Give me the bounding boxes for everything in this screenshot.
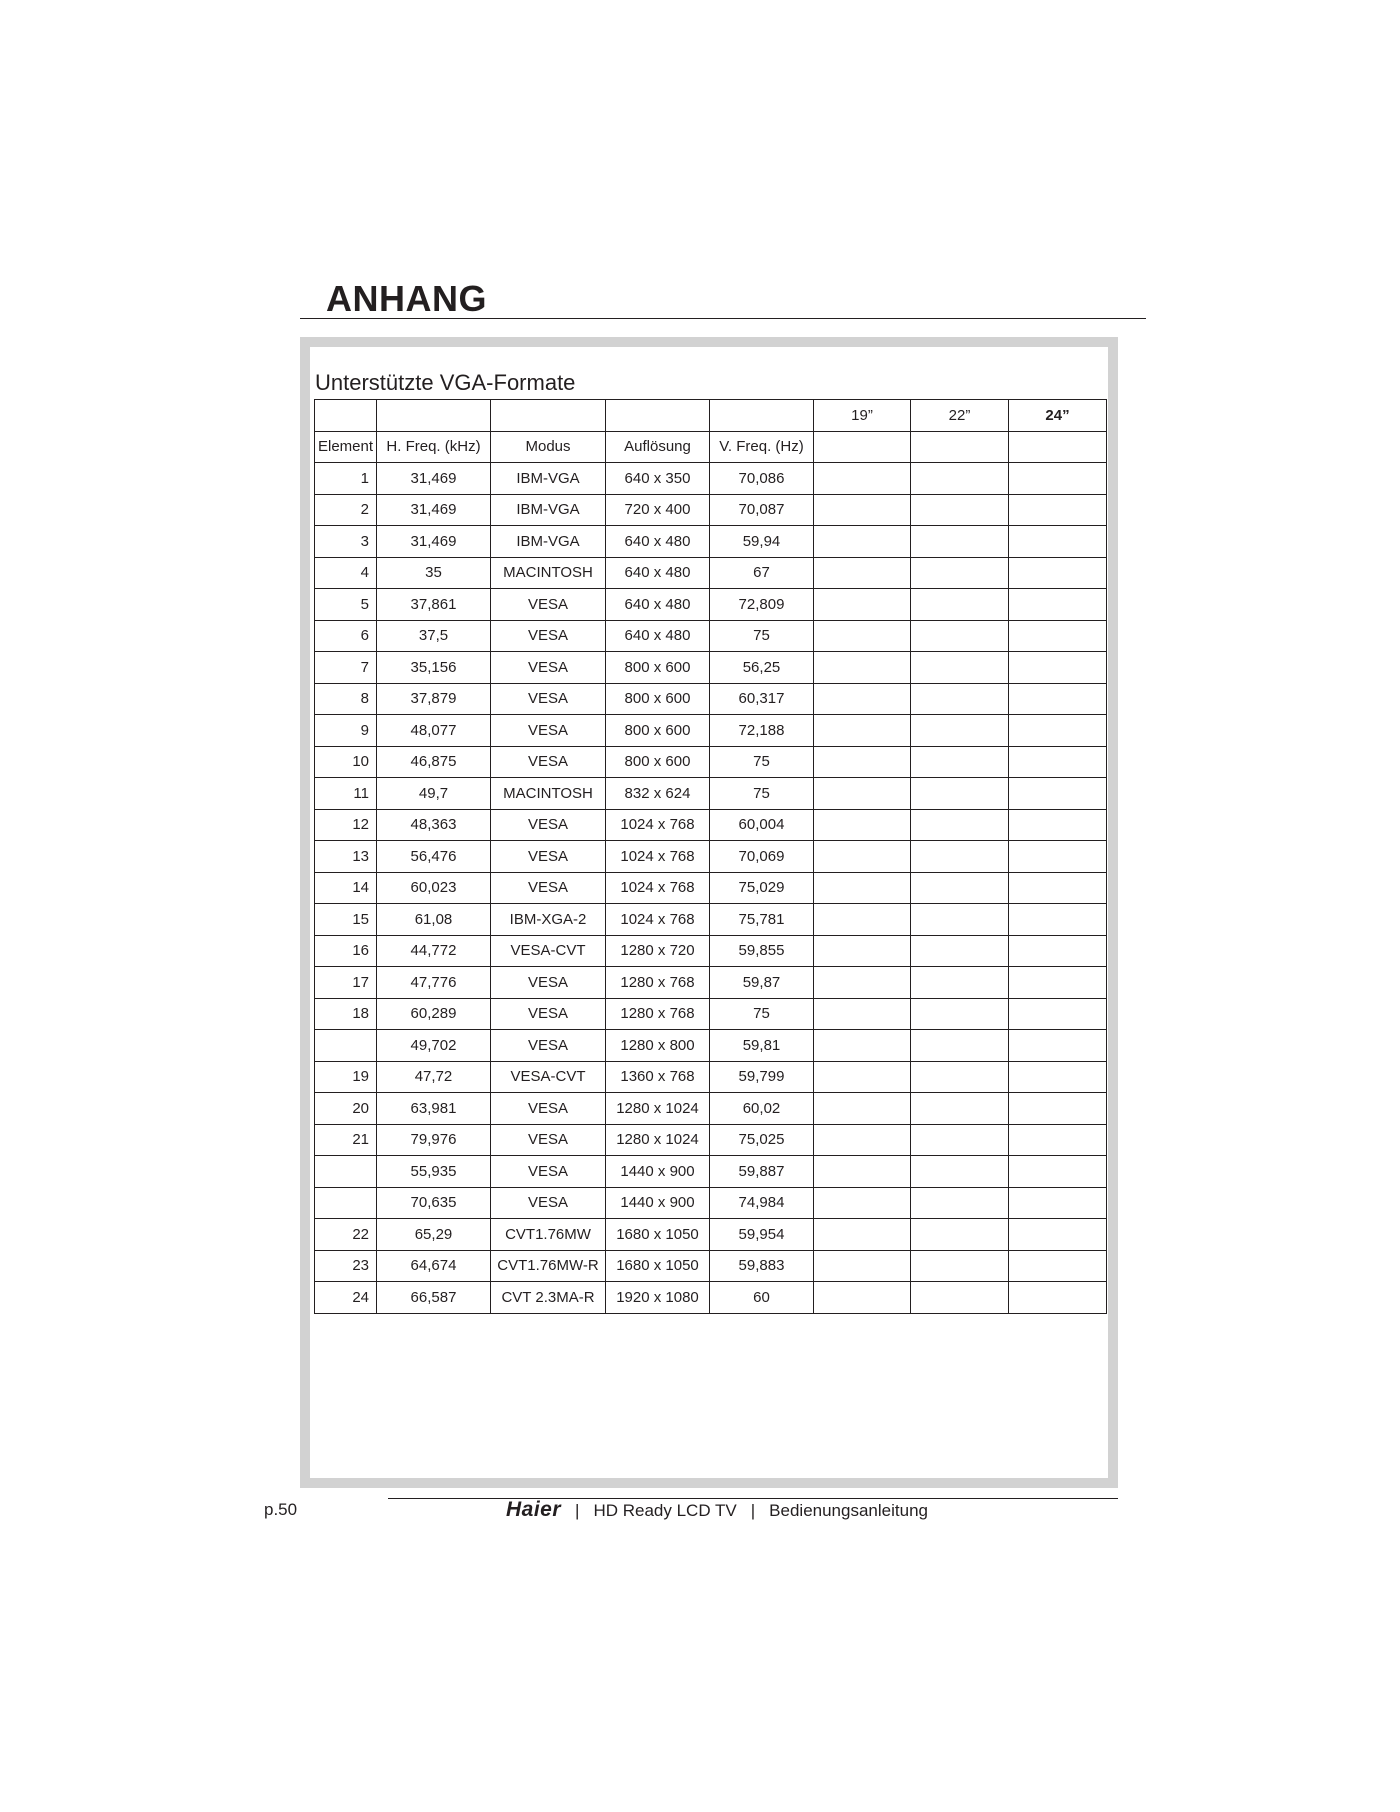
row-mode: VESA [491,620,606,652]
support-cell-22 [911,557,1009,589]
column-header-element: Element [315,431,377,463]
support-cell-22 [911,935,1009,967]
row-element: 23 [315,1250,377,1282]
table-row [315,557,1107,589]
row-vfreq: 56,25 [710,652,814,684]
row-vfreq: 72,809 [710,589,814,621]
row-resolution: 1024 x 768 [606,904,710,936]
table-caption: Unterstützte VGA-Formate [315,370,576,395]
support-cell-22 [911,589,1009,621]
support-cell-24 [1009,1093,1107,1125]
row-mode: CVT1.76MW [491,1219,606,1251]
table-row [315,683,1107,715]
support-cell-19 [814,683,911,715]
brand-logo: Haier [506,1498,562,1521]
row-mode: VESA [491,589,606,621]
row-element: 14 [315,872,377,904]
row-element: 13 [315,841,377,873]
row-vfreq: 70,086 [710,463,814,495]
support-cell-22 [911,1124,1009,1156]
table-body [315,400,1107,1314]
table-row [315,967,1107,999]
row-hfreq: 46,875 [377,746,491,778]
row-resolution: 640 x 480 [606,526,710,558]
row-vfreq: 59,855 [710,935,814,967]
row-element: 2 [315,494,377,526]
row-hfreq: 79,976 [377,1124,491,1156]
row-vfreq: 72,188 [710,715,814,747]
row-hfreq: 63,981 [377,1093,491,1125]
support-cell-19 [814,904,911,936]
row-vfreq: 70,069 [710,841,814,873]
support-cell-24 [1009,1282,1107,1314]
row-element: 9 [315,715,377,747]
row-element: 21 [315,1124,377,1156]
table-row [315,1156,1107,1188]
footer-separator: | [750,1501,756,1520]
table-row [315,620,1107,652]
row-mode: VESA [491,1093,606,1125]
row-mode: VESA [491,683,606,715]
support-cell-24 [1009,746,1107,778]
row-hfreq: 55,935 [377,1156,491,1188]
empty-header-cell [315,400,377,432]
row-resolution: 1280 x 720 [606,935,710,967]
row-vfreq: 70,087 [710,494,814,526]
support-cell-19 [814,1250,911,1282]
row-resolution: 640 x 480 [606,620,710,652]
support-cell-22 [911,1093,1009,1125]
support-cell-19 [814,1282,911,1314]
footer-doc-type: Bedienungsanleitung [769,1501,928,1520]
row-resolution: 640 x 350 [606,463,710,495]
support-cell-22 [911,494,1009,526]
support-cell-24 [1009,967,1107,999]
table-row [315,1093,1107,1125]
column-header-vfreq: V. Freq. (Hz) [710,431,814,463]
size-header-row [315,400,1107,432]
row-hfreq: 31,469 [377,526,491,558]
support-cell-19 [814,463,911,495]
support-cell-22 [911,715,1009,747]
support-cell-19 [814,526,911,558]
row-mode: IBM-VGA [491,494,606,526]
table-row [315,809,1107,841]
support-cell-19 [814,998,911,1030]
row-mode: VESA [491,872,606,904]
row-vfreq: 75 [710,998,814,1030]
row-mode: VESA-CVT [491,1061,606,1093]
row-mode: VESA [491,809,606,841]
row-vfreq: 59,954 [710,1219,814,1251]
row-element: 20 [315,1093,377,1125]
support-cell-22 [911,1061,1009,1093]
row-vfreq: 75 [710,778,814,810]
row-hfreq: 48,077 [377,715,491,747]
support-cell-22 [911,746,1009,778]
row-resolution: 800 x 600 [606,652,710,684]
support-cell-22 [911,683,1009,715]
table-row [315,589,1107,621]
row-resolution: 1280 x 1024 [606,1093,710,1125]
row-hfreq: 47,776 [377,967,491,999]
row-resolution: 1680 x 1050 [606,1250,710,1282]
table-row [315,841,1107,873]
row-vfreq: 59,81 [710,1030,814,1062]
support-cell-22 [911,967,1009,999]
row-vfreq: 75,029 [710,872,814,904]
vga-formats-table [314,399,1107,1314]
row-hfreq: 47,72 [377,1061,491,1093]
table-row [315,1219,1107,1251]
support-cell-22 [911,809,1009,841]
row-vfreq: 75,781 [710,904,814,936]
support-cell-24 [1009,557,1107,589]
support-cell-24 [1009,1219,1107,1251]
column-header-resolution: Auflösung [606,431,710,463]
page-number: p.50 [264,1500,298,1519]
support-cell-19 [814,872,911,904]
support-cell-22 [911,1156,1009,1188]
table-row [315,1030,1107,1062]
support-cell-24 [1009,904,1107,936]
row-element: 15 [315,904,377,936]
empty-header-cell [377,400,491,432]
row-hfreq: 44,772 [377,935,491,967]
row-resolution: 1920 x 1080 [606,1282,710,1314]
support-cell-24 [1009,589,1107,621]
row-resolution: 1024 x 768 [606,841,710,873]
support-cell-22 [911,463,1009,495]
support-cell-19 [814,746,911,778]
support-cell-19 [814,841,911,873]
row-resolution: 1440 x 900 [606,1187,710,1219]
row-resolution: 832 x 624 [606,778,710,810]
support-cell-24 [1009,778,1107,810]
page-title: ANHANG [326,278,487,319]
column-header-hfreq: H. Freq. (kHz) [377,431,491,463]
support-cell-22 [911,872,1009,904]
support-cell-22 [911,1219,1009,1251]
row-vfreq: 74,984 [710,1187,814,1219]
row-mode: CVT 2.3MA-R [491,1282,606,1314]
table-row [315,1282,1107,1314]
row-resolution: 1280 x 800 [606,1030,710,1062]
row-mode: VESA [491,998,606,1030]
support-cell-19 [814,935,911,967]
row-element: 12 [315,809,377,841]
row-resolution: 1440 x 900 [606,1156,710,1188]
empty-header-cell [710,400,814,432]
size-header-19: 19” [814,400,911,432]
row-mode: VESA [491,841,606,873]
empty-header-cell [491,400,606,432]
support-cell-24 [1009,715,1107,747]
support-cell-19 [814,1061,911,1093]
support-cell-22 [911,998,1009,1030]
row-hfreq: 70,635 [377,1187,491,1219]
support-cell-19 [814,1187,911,1219]
row-vfreq: 60,02 [710,1093,814,1125]
row-resolution: 640 x 480 [606,589,710,621]
table-row [315,652,1107,684]
row-hfreq: 65,29 [377,1219,491,1251]
support-cell-22 [911,652,1009,684]
column-header-mode: Modus [491,431,606,463]
row-element: 5 [315,589,377,621]
row-hfreq: 56,476 [377,841,491,873]
table-row [315,715,1107,747]
row-mode: VESA [491,1030,606,1062]
support-cell-22 [911,1250,1009,1282]
support-cell-19 [814,1219,911,1251]
row-mode: VESA [491,652,606,684]
support-cell-24 [1009,872,1107,904]
support-cell-24 [1009,809,1107,841]
row-element: 24 [315,1282,377,1314]
table-row [315,746,1107,778]
row-hfreq: 37,5 [377,620,491,652]
support-cell-22 [911,1187,1009,1219]
row-vfreq: 75 [710,620,814,652]
row-resolution: 1680 x 1050 [606,1219,710,1251]
support-cell-24 [1009,494,1107,526]
row-vfreq: 67 [710,557,814,589]
row-element [315,1187,377,1219]
row-resolution: 800 x 600 [606,715,710,747]
footer [506,1498,928,1522]
support-cell-22 [911,904,1009,936]
row-mode: VESA [491,967,606,999]
row-element: 10 [315,746,377,778]
row-resolution: 800 x 600 [606,746,710,778]
support-cell-24 [1009,841,1107,873]
row-resolution: 1360 x 768 [606,1061,710,1093]
table-row [315,1061,1107,1093]
row-resolution: 1024 x 768 [606,872,710,904]
support-cell-22 [911,1030,1009,1062]
row-mode: VESA [491,746,606,778]
table-row [315,935,1107,967]
support-cell-19 [814,1093,911,1125]
size-header-24: 24” [1009,400,1107,432]
footer-separator: | [575,1501,580,1520]
support-cell-24 [1009,431,1107,463]
row-mode: VESA-CVT [491,935,606,967]
row-hfreq: 37,861 [377,589,491,621]
row-element: 19 [315,1061,377,1093]
support-cell-19 [814,1124,911,1156]
table-row [315,526,1107,558]
table-row [315,494,1107,526]
row-hfreq: 64,674 [377,1250,491,1282]
support-cell-24 [1009,1061,1107,1093]
row-vfreq: 60 [710,1282,814,1314]
row-hfreq: 35,156 [377,652,491,684]
row-hfreq: 37,879 [377,683,491,715]
support-cell-22 [911,778,1009,810]
empty-header-cell [606,400,710,432]
support-cell-19 [814,431,911,463]
size-header-22: 22” [911,400,1009,432]
row-hfreq: 31,469 [377,463,491,495]
table-row [315,872,1107,904]
support-cell-24 [1009,935,1107,967]
table-row [315,1250,1107,1282]
support-cell-24 [1009,998,1107,1030]
column-header-row [315,431,1107,463]
support-cell-24 [1009,1187,1107,1219]
table-row [315,778,1107,810]
support-cell-22 [911,620,1009,652]
support-cell-22 [911,841,1009,873]
row-resolution: 1024 x 768 [606,809,710,841]
row-mode: VESA [491,1187,606,1219]
row-hfreq: 35 [377,557,491,589]
support-cell-22 [911,1282,1009,1314]
support-cell-24 [1009,463,1107,495]
row-mode: CVT1.76MW-R [491,1250,606,1282]
row-element: 17 [315,967,377,999]
table-row [315,998,1107,1030]
support-cell-22 [911,526,1009,558]
row-vfreq: 60,317 [710,683,814,715]
title-underline [300,318,1146,319]
row-resolution: 1280 x 768 [606,998,710,1030]
support-cell-24 [1009,526,1107,558]
support-cell-22 [911,431,1009,463]
row-element [315,1030,377,1062]
table-row [315,904,1107,936]
row-mode: VESA [491,715,606,747]
row-vfreq: 75,025 [710,1124,814,1156]
row-hfreq: 61,08 [377,904,491,936]
row-element: 16 [315,935,377,967]
support-cell-19 [814,494,911,526]
footer-product: HD Ready LCD TV [593,1501,737,1520]
row-resolution: 1280 x 768 [606,967,710,999]
table-row [315,1124,1107,1156]
row-hfreq: 49,7 [377,778,491,810]
row-hfreq: 31,469 [377,494,491,526]
row-resolution: 800 x 600 [606,683,710,715]
support-cell-19 [814,652,911,684]
table-row [315,463,1107,495]
row-vfreq: 59,94 [710,526,814,558]
row-resolution: 640 x 480 [606,557,710,589]
row-vfreq: 59,799 [710,1061,814,1093]
support-cell-24 [1009,620,1107,652]
support-cell-24 [1009,1156,1107,1188]
support-cell-19 [814,1156,911,1188]
row-hfreq: 60,023 [377,872,491,904]
support-cell-19 [814,620,911,652]
row-resolution: 1280 x 1024 [606,1124,710,1156]
row-vfreq: 60,004 [710,809,814,841]
row-vfreq: 59,883 [710,1250,814,1282]
support-cell-24 [1009,1250,1107,1282]
support-cell-19 [814,589,911,621]
row-hfreq: 49,702 [377,1030,491,1062]
support-cell-24 [1009,652,1107,684]
row-resolution: 720 x 400 [606,494,710,526]
support-cell-19 [814,1030,911,1062]
row-element: 11 [315,778,377,810]
row-vfreq: 59,887 [710,1156,814,1188]
row-element: 6 [315,620,377,652]
table-row [315,1187,1107,1219]
row-element: 8 [315,683,377,715]
support-cell-19 [814,715,911,747]
row-hfreq: 66,587 [377,1282,491,1314]
support-cell-19 [814,967,911,999]
support-cell-19 [814,778,911,810]
support-cell-24 [1009,1124,1107,1156]
row-element [315,1156,377,1188]
support-cell-19 [814,809,911,841]
row-hfreq: 48,363 [377,809,491,841]
row-element: 22 [315,1219,377,1251]
row-element: 18 [315,998,377,1030]
support-cell-24 [1009,1030,1107,1062]
row-vfreq: 75 [710,746,814,778]
row-mode: IBM-VGA [491,463,606,495]
row-mode: IBM-VGA [491,526,606,558]
row-vfreq: 59,87 [710,967,814,999]
row-hfreq: 60,289 [377,998,491,1030]
row-element: 1 [315,463,377,495]
support-cell-19 [814,557,911,589]
row-mode: MACINTOSH [491,778,606,810]
row-mode: VESA [491,1156,606,1188]
row-element: 3 [315,526,377,558]
row-element: 4 [315,557,377,589]
row-mode: IBM-XGA-2 [491,904,606,936]
support-cell-24 [1009,683,1107,715]
row-mode: MACINTOSH [491,557,606,589]
row-mode: VESA [491,1124,606,1156]
row-element: 7 [315,652,377,684]
